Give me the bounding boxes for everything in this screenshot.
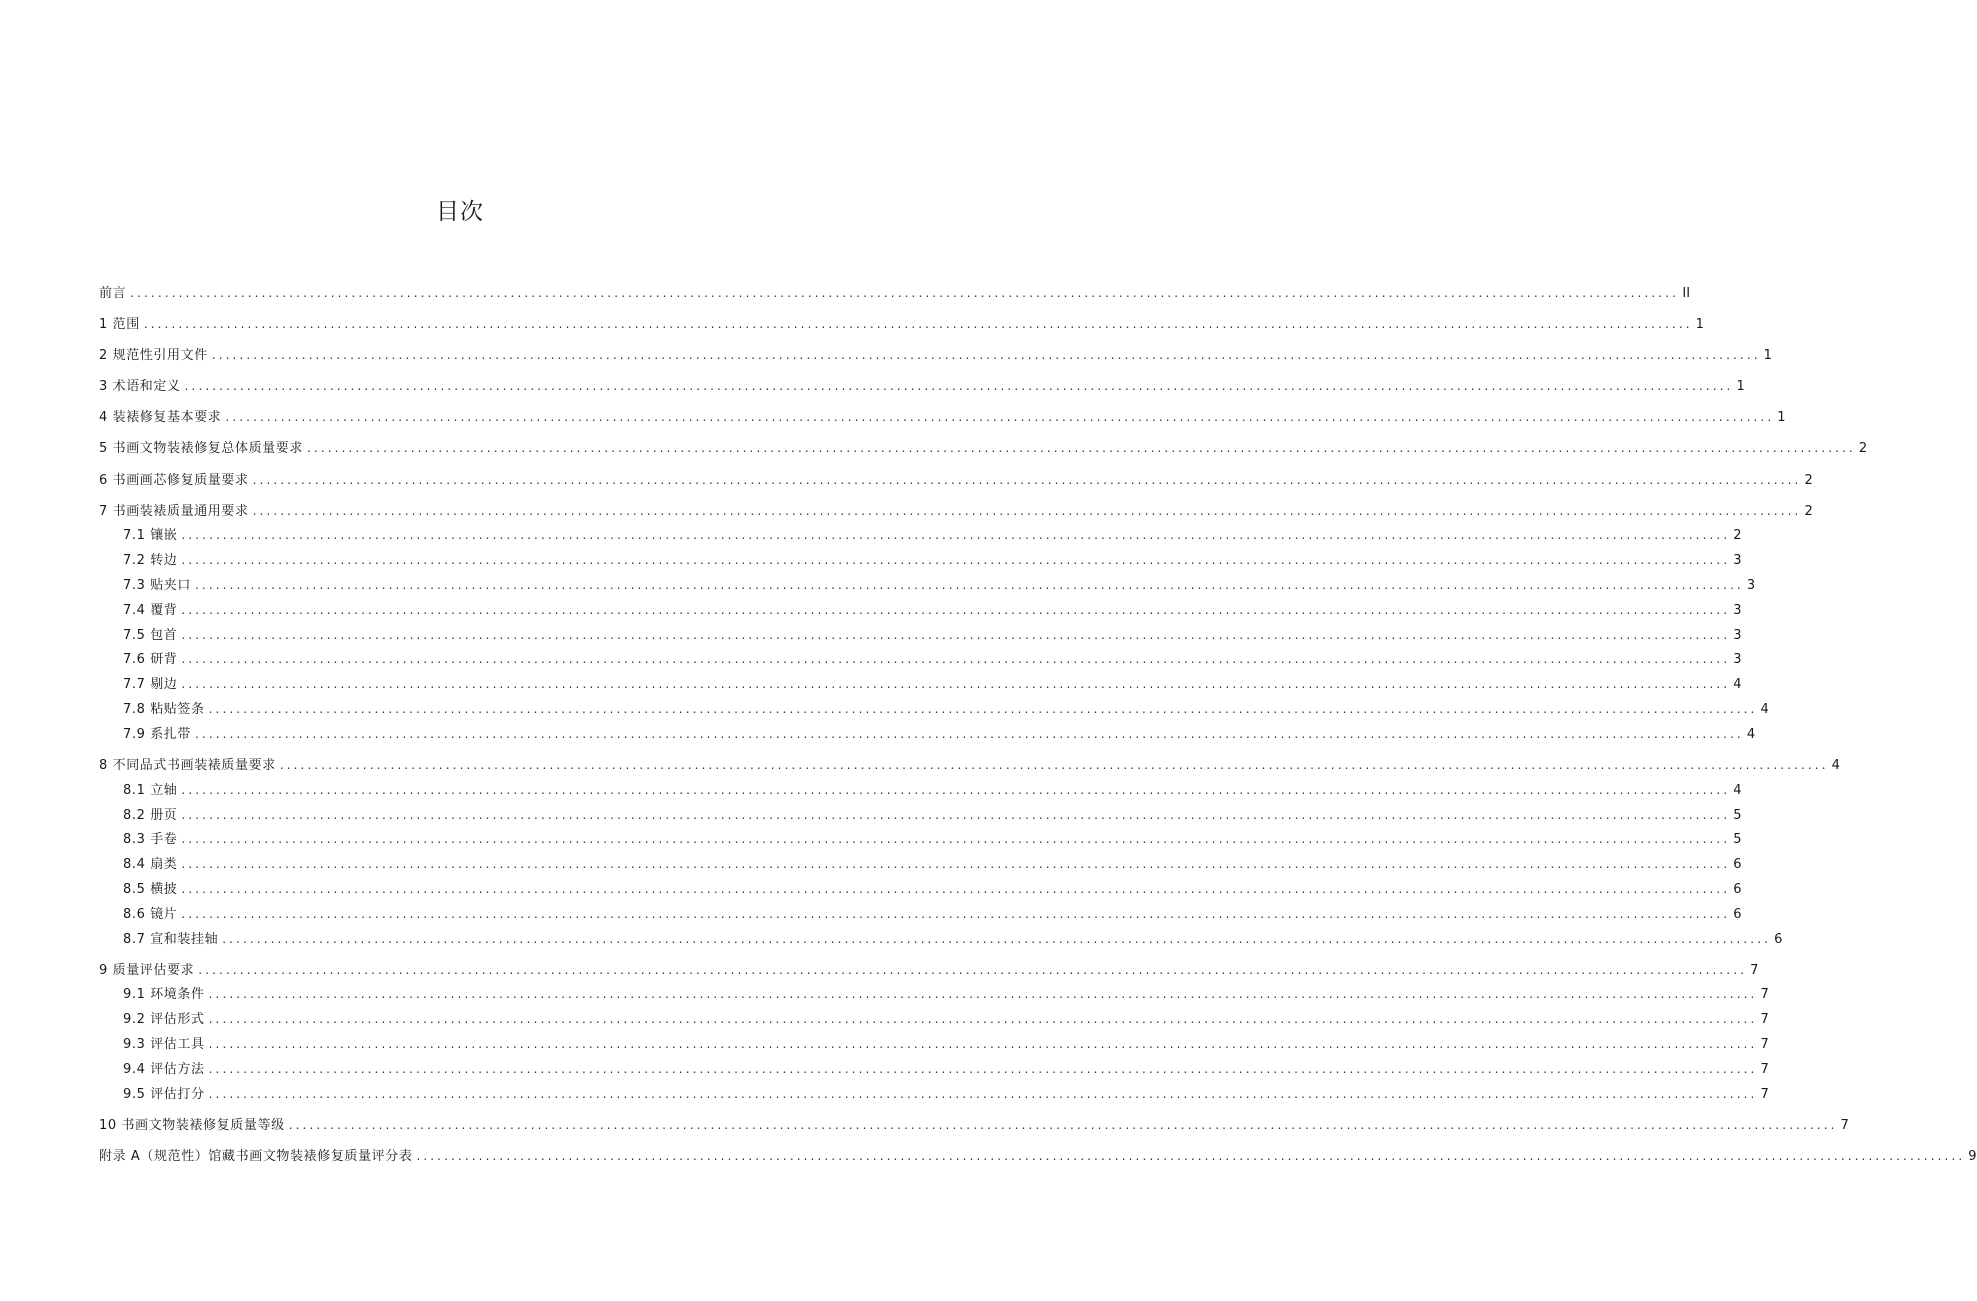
toc-dot-leader: ................................................................................................................................................................................................................................ <box>279 757 1829 772</box>
toc-entry[interactable] <box>99 754 1840 779</box>
toc-entry[interactable] <box>99 828 1742 853</box>
toc-entry-page-number: 4 <box>1831 757 1840 773</box>
toc-dot-leader: ................................................................................................................................................................................................................................ <box>181 677 1731 692</box>
toc-entry[interactable] <box>99 599 1742 624</box>
toc-entry-label: 5 书画文物装裱修复总体质量要求 <box>99 441 304 457</box>
toc-entry[interactable] <box>99 500 1813 525</box>
toc-entry-label: 7.6 研背 <box>123 652 178 668</box>
toc-entry-label: 4 装裱修复基本要求 <box>99 410 222 426</box>
toc-entry-label: 3 术语和定义 <box>99 379 181 395</box>
toc-entry-page-number: 5 <box>1733 807 1742 823</box>
toc-entry-page-number: 6 <box>1774 931 1783 947</box>
toc-entry[interactable] <box>99 673 1742 698</box>
toc-dot-leader: ................................................................................................................................................................................................................................ <box>143 317 1693 332</box>
toc-dot-leader: ................................................................................................................................................................................................................................ <box>195 578 1744 593</box>
toc-entry[interactable] <box>99 406 1786 431</box>
toc-entry-label: 7.9 系扎带 <box>123 726 192 742</box>
toc-entry[interactable] <box>99 853 1742 878</box>
toc-entry-page-number: 9 <box>1968 1148 1977 1164</box>
toc-entry-page-number: 4 <box>1733 782 1742 798</box>
toc-entry[interactable] <box>99 959 1759 984</box>
toc-entry-page-number: 7 <box>1840 1117 1849 1133</box>
toc-entry-label: 附录 A（规范性）馆藏书画文物装裱修复质量评分表 <box>99 1148 413 1164</box>
toc-dot-leader: ................................................................................................................................................................................................................................ <box>208 987 1758 1002</box>
toc-dot-leader: ................................................................................................................................................................................................................................ <box>181 627 1731 642</box>
toc-entry-page-number: 3 <box>1733 627 1742 643</box>
toc-entry-page-number: 4 <box>1760 702 1769 718</box>
toc-entry-label: 9.3 评估工具 <box>123 1036 205 1052</box>
toc-dot-leader: ................................................................................................................................................................................................................................ <box>184 379 1734 394</box>
page-title: 目次 <box>436 199 484 225</box>
toc-entry[interactable] <box>99 1114 1849 1139</box>
toc-entry-page-number: 2 <box>1733 528 1742 544</box>
toc-entry-label: 7.5 包首 <box>123 627 178 643</box>
toc-entry[interactable] <box>99 903 1742 928</box>
toc-dot-leader: ................................................................................................................................................................................................................................ <box>208 1012 1758 1027</box>
table-of-contents <box>99 282 1977 1170</box>
toc-dot-leader: ................................................................................................................................................................................................................................ <box>416 1148 1966 1163</box>
toc-entry-page-number: 5 <box>1733 832 1742 848</box>
toc-entry-label: 7.4 覆背 <box>123 602 178 618</box>
toc-entry-label: 2 规范性引用文件 <box>99 348 208 364</box>
toc-entry[interactable] <box>99 574 1756 599</box>
toc-entry-page-number: 1 <box>1695 317 1704 333</box>
toc-entry[interactable] <box>99 723 1756 748</box>
toc-dot-leader: ................................................................................................................................................................................................................................ <box>288 1117 1838 1132</box>
toc-entry[interactable] <box>99 1083 1769 1108</box>
toc-entry-label: 9.5 评估打分 <box>123 1086 205 1102</box>
toc-entry-label: 6 书画画芯修复质量要求 <box>99 472 249 488</box>
toc-entry[interactable] <box>99 779 1742 804</box>
toc-entry-page-number: 3 <box>1733 602 1742 618</box>
toc-entry-label: 8.2 册页 <box>123 807 178 823</box>
toc-dot-leader: ................................................................................................................................................................................................................................ <box>181 652 1731 667</box>
toc-entry-page-number: 2 <box>1804 503 1813 519</box>
toc-entry[interactable] <box>99 282 1691 307</box>
toc-dot-leader: ................................................................................................................................................................................................................................ <box>208 1061 1758 1076</box>
toc-dot-leader: ................................................................................................................................................................................................................................ <box>307 441 1856 456</box>
toc-entry-label: 7.3 贴夹口 <box>123 578 192 594</box>
toc-entry[interactable] <box>99 878 1742 903</box>
toc-dot-leader: ................................................................................................................................................................................................................................ <box>181 553 1731 568</box>
toc-entry-page-number: 7 <box>1760 1061 1769 1077</box>
toc-entry-page-number: 1 <box>1777 410 1786 426</box>
toc-dot-leader: ................................................................................................................................................................................................................................ <box>181 832 1731 847</box>
toc-entry-page-number: 1 <box>1763 348 1772 364</box>
toc-entry-page-number: 7 <box>1760 1036 1769 1052</box>
toc-entry-page-number: 7 <box>1760 987 1769 1003</box>
toc-entry[interactable] <box>99 313 1704 338</box>
toc-dot-leader: ................................................................................................................................................................................................................................ <box>195 726 1744 741</box>
toc-entry-label: 7.7 剔边 <box>123 677 178 693</box>
toc-entry-page-number: 6 <box>1733 857 1742 873</box>
toc-dot-leader: ................................................................................................................................................................................................................................ <box>181 782 1731 797</box>
toc-entry-label: 8.3 手卷 <box>123 832 178 848</box>
toc-entry-label: 9.4 评估方法 <box>123 1061 205 1077</box>
toc-dot-leader: ................................................................................................................................................................................................................................ <box>181 857 1731 872</box>
toc-entry-label: 10 书画文物装裱修复质量等级 <box>99 1117 285 1133</box>
toc-entry[interactable] <box>99 375 1745 400</box>
toc-entry-page-number: 7 <box>1750 962 1759 978</box>
toc-dot-leader: ................................................................................................................................................................................................................................ <box>181 881 1731 896</box>
toc-dot-leader: ................................................................................................................................................................................................................................ <box>252 472 1802 487</box>
toc-dot-leader: ................................................................................................................................................................................................................................ <box>211 348 1761 363</box>
toc-entry[interactable] <box>99 344 1772 369</box>
toc-dot-leader: ................................................................................................................................................................................................................................ <box>222 931 1772 946</box>
toc-entry-label: 1 范围 <box>99 317 140 333</box>
toc-entry[interactable] <box>99 1145 1977 1170</box>
toc-entry[interactable] <box>99 804 1742 829</box>
toc-dot-leader: ................................................................................................................................................................................................................................ <box>252 503 1802 518</box>
toc-entry[interactable] <box>99 983 1769 1008</box>
toc-dot-leader: ................................................................................................................................................................................................................................ <box>208 1086 1758 1101</box>
toc-entry-page-number: 4 <box>1733 677 1742 693</box>
toc-entry-label: 8.7 宣和装挂轴 <box>123 931 219 947</box>
toc-entry-label: 8 不同品式书画装裱质量要求 <box>99 757 276 773</box>
toc-dot-leader: ................................................................................................................................................................................................................................ <box>208 1036 1758 1051</box>
toc-dot-leader: ................................................................................................................................................................................................................................ <box>198 962 1748 977</box>
toc-entry-label: 7.2 转边 <box>123 553 178 569</box>
toc-entry[interactable] <box>99 624 1742 649</box>
toc-entry-page-number: 4 <box>1746 726 1756 742</box>
toc-dot-leader: ................................................................................................................................................................................................................................ <box>181 906 1731 921</box>
toc-entry[interactable] <box>99 1058 1769 1083</box>
toc-entry-page-number: 2 <box>1804 472 1813 488</box>
toc-entry-page-number: II <box>1682 286 1691 301</box>
toc-dot-leader: ................................................................................................................................................................................................................................ <box>208 702 1758 717</box>
toc-entry-page-number: 6 <box>1733 906 1742 922</box>
toc-dot-leader: ................................................................................................................................................................................................................................ <box>225 410 1775 425</box>
toc-entry-page-number: 3 <box>1733 553 1742 569</box>
toc-entry[interactable] <box>99 437 1868 462</box>
toc-entry-label: 8.4 扇类 <box>123 857 178 873</box>
toc-entry-label: 7 书画装裱质量通用要求 <box>99 503 249 519</box>
toc-entry[interactable] <box>99 1033 1769 1058</box>
toc-entry-label: 8.5 横披 <box>123 881 178 897</box>
toc-entry-label: 9.2 评估形式 <box>123 1012 205 1028</box>
toc-entry-label: 9.1 环境条件 <box>123 987 205 1003</box>
toc-entry-label: 前言 <box>99 286 127 301</box>
toc-entry[interactable] <box>99 928 1783 953</box>
toc-entry[interactable] <box>99 1008 1769 1033</box>
toc-entry-page-number: 1 <box>1736 379 1745 395</box>
toc-dot-leader: ................................................................................................................................................................................................................................ <box>181 602 1731 617</box>
toc-entry[interactable] <box>99 469 1813 494</box>
toc-entry-page-number: 3 <box>1746 578 1756 594</box>
toc-dot-leader: ................................................................................................................................................................................................................................ <box>181 807 1731 822</box>
toc-entry-label: 7.1 镶嵌 <box>123 528 178 544</box>
toc-dot-leader: ................................................................................................................................................................................................................................ <box>181 528 1731 543</box>
toc-entry-label: 9 质量评估要求 <box>99 962 195 978</box>
toc-entry[interactable] <box>99 648 1742 673</box>
toc-entry-page-number: 7 <box>1760 1086 1769 1102</box>
toc-entry[interactable] <box>99 549 1742 574</box>
toc-entry-label: 7.8 粘贴签条 <box>123 702 205 718</box>
toc-entry-label: 8.6 镜片 <box>123 906 178 922</box>
toc-entry-page-number: 2 <box>1858 441 1868 457</box>
toc-entry-label: 8.1 立轴 <box>123 782 178 798</box>
toc-entry-page-number: 3 <box>1733 652 1742 668</box>
toc-entry[interactable] <box>99 698 1769 723</box>
toc-entry-page-number: 6 <box>1733 881 1742 897</box>
toc-entry-page-number: 7 <box>1760 1012 1769 1028</box>
toc-dot-leader: ................................................................................................................................................................................................................................ <box>130 286 1680 300</box>
toc-entry[interactable] <box>99 524 1742 549</box>
